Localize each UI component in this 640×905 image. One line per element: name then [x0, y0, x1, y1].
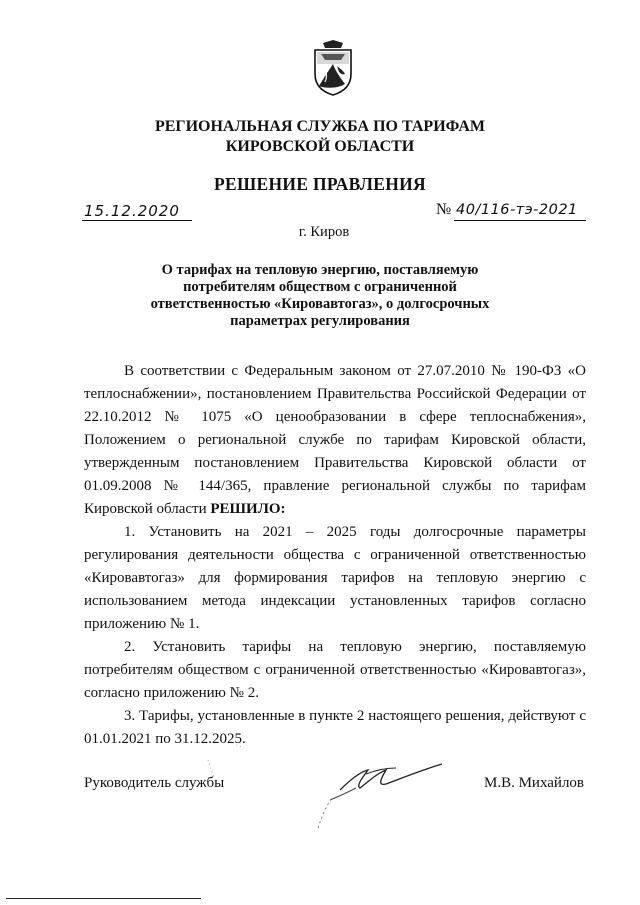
number-underline	[454, 220, 586, 221]
number-sign: №	[436, 201, 452, 218]
decided-keyword: РЕШИЛО:	[210, 501, 286, 517]
subject-line1: О тарифах на тепловую энергию, поставляемую	[161, 262, 479, 278]
footer-divider	[6, 898, 201, 899]
city: г. Киров	[298, 224, 350, 240]
kirov-coat-of-arms-emblem	[309, 40, 357, 96]
organization-name-line1: РЕГИОНАЛЬНАЯ СЛУЖБА ПО ТАРИФАМ	[154, 118, 486, 135]
subject-line2: потребителям обществом с ограниченной	[183, 279, 457, 295]
preamble-paragraph	[84, 360, 586, 521]
organization-name	[0, 117, 640, 157]
decision-date: 15.12.2020	[84, 202, 180, 220]
item-3: 3. Тарифы, установленные в пункте 2 настоящего решения, действуют с 01.01.2021 по 31.12.2025.	[84, 708, 586, 747]
decision-number: 40/116-тэ-2021	[456, 202, 578, 218]
date-underline	[82, 220, 192, 221]
organization-name-line2: КИРОВСКОЙ ОБЛАСТИ	[225, 138, 415, 155]
item-2: 2. Установить тарифы на тепловую энергию, поставляемую потребителям обществом с ограниченной ответственностью «Кировавтогаз», согласно приложению № 2.	[84, 639, 586, 701]
document-type: РЕШЕНИЕ ПРАВЛЕНИЯ	[214, 174, 426, 194]
subject-line4: параметрах регулирования	[230, 313, 410, 329]
preamble-text: В соответствии с Федеральным законом от 27.07.2010 № 190-ФЗ «О теплоснабжении», постановлением Правительства Российской Федерации от 22.10.2012 № 1075 «О ценообразовании в сфере теплоснабжения», Положением о региональной службе по тарифам Кировской области, утвержденным постановлением Правительства Кировской области от 01.09.2008 № 144/365, правление региональной службы по тарифам Кировской области	[84, 363, 586, 517]
decision-body	[84, 360, 586, 751]
item-1: 1. Установить на 2021 – 2025 годы долгосрочные параметры регулирования деятельности общества с ограниченной ответственностью «Кировавтогаз» для формирования тарифов на тепловую энергию с использованием метода индексации установленных тарифов согласно приложению № 1.	[84, 524, 586, 632]
signatory-title: Руководитель службы	[84, 775, 225, 791]
subject-line3: ответственностью «Кировавтогаз», о долгосрочных	[150, 296, 490, 312]
handwritten-signature	[190, 730, 450, 840]
decision-subject	[0, 262, 640, 330]
signatory-name: М.В. Михайлов	[484, 775, 585, 791]
